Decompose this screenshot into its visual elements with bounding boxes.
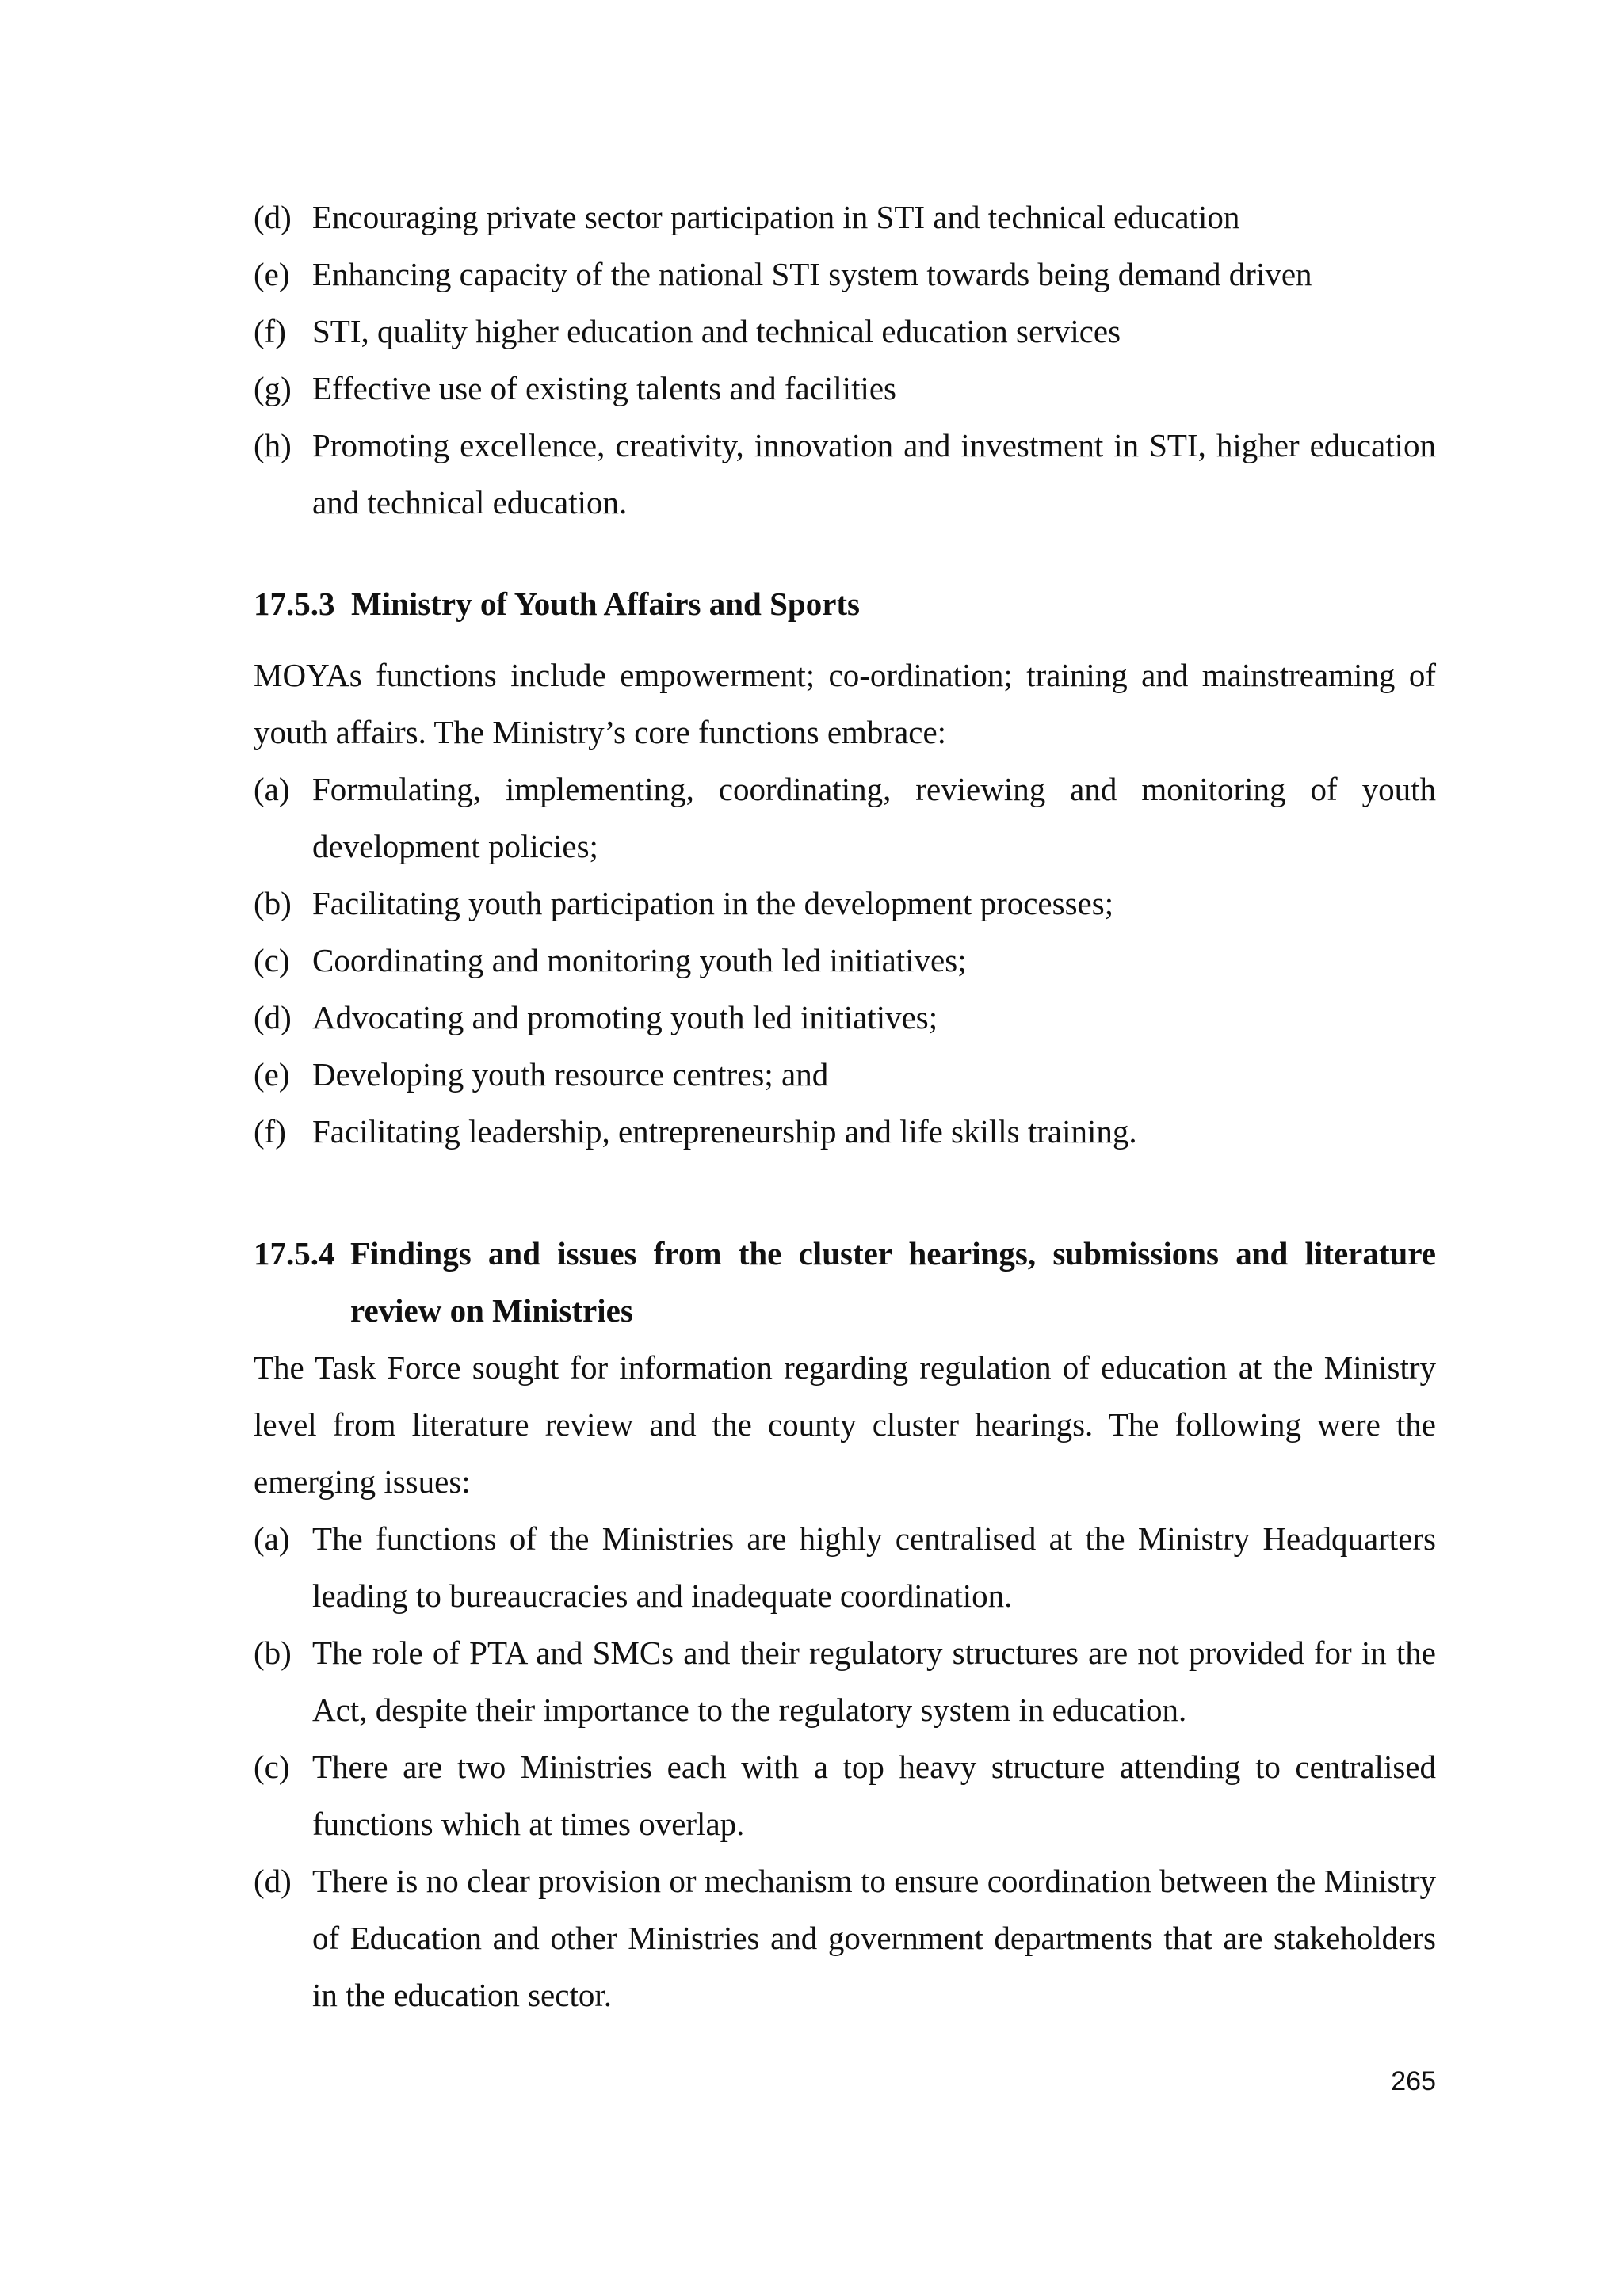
list-item (254, 360, 1436, 417)
list-item-label: (d) (254, 199, 292, 235)
list-item-label: (e) (254, 1056, 290, 1093)
list-item-label: (a) (254, 1520, 290, 1557)
list-item-text: Formulating, implementing, coordinating, reviewing and monitoring of youth development policies; (312, 771, 1436, 864)
list-item-text: Coordinating and monitoring youth led initiatives; (312, 942, 967, 978)
list-item-text: There is no clear provision or mechanism to ensure coordination between the Ministry of Education and other Ministries and government departments that are stakeholders in the education sector. (312, 1863, 1436, 2013)
list-item (254, 875, 1436, 932)
list-item (254, 932, 1436, 989)
section-intro: The Task Force sought for information regarding regulation of education at the Ministry level from literature review and the county cluster hearings. The following were the emerging issues: (254, 1349, 1436, 1500)
list-item (254, 1624, 1436, 1738)
list-item-text: There are two Ministries each with a top heavy structure attending to centralised functions which at times overlap. (312, 1749, 1436, 1842)
page-number: 265 (1391, 2066, 1436, 2096)
list-item-text: The functions of the Ministries are highly centralised at the Ministry Headquarters leading to bureaucracies and inadequate coordination. (312, 1520, 1436, 1614)
section-17-5-3-body (254, 646, 1436, 1160)
list-item (254, 1852, 1436, 2023)
list-item (254, 1510, 1436, 1624)
list-item-label: (f) (254, 1113, 286, 1150)
list-item-label: (b) (254, 1634, 292, 1671)
list-item-label: (c) (254, 942, 290, 978)
section-intro: MOYAs functions include empowerment; co-ordination; training and mainstreaming of youth affairs. The Ministry’s core functions embrace: (254, 657, 1436, 750)
list-item-label: (h) (254, 427, 292, 463)
continued-list (254, 189, 1436, 531)
list-item-text: Effective use of existing talents and facilities (312, 370, 896, 406)
list-item (254, 189, 1436, 246)
list-item-text: Facilitating leadership, entrepreneurship and life skills training. (312, 1113, 1137, 1150)
list-item-text: The role of PTA and SMCs and their regulatory structures are not provided for in the Act, despite their importance to the regulatory system in education. (312, 1634, 1436, 1728)
section-heading (254, 1225, 1436, 1339)
list-item-label: (d) (254, 999, 292, 1035)
list-item-text: Promoting excellence, creativity, innovation and investment in STI, higher education and technical education. (312, 427, 1436, 521)
list-item (254, 1103, 1436, 1160)
list-item-label: (d) (254, 1863, 292, 1899)
list-item-text: STI, quality higher education and technical education services (312, 313, 1121, 349)
list-item (254, 1046, 1436, 1103)
list-item-text: Advocating and promoting youth led initiatives; (312, 999, 938, 1035)
list-item (254, 303, 1436, 360)
list-item-text: Enhancing capacity of the national STI system towards being demand driven (312, 256, 1312, 292)
list-item-text: Facilitating youth participation in the development processes; (312, 885, 1114, 921)
section-17-5-4 (254, 1225, 1436, 2023)
list-item-label: (e) (254, 256, 290, 292)
section-number: 17.5.3 (254, 585, 335, 622)
list-item (254, 761, 1436, 875)
list-item-label: (a) (254, 771, 290, 807)
section-title: Findings and issues from the cluster hearings, submissions and literature review on Ministries (350, 1235, 1436, 1329)
section-17-5-3 (254, 575, 1436, 632)
section-heading (254, 575, 1436, 632)
list-item (254, 417, 1436, 531)
list-item (254, 989, 1436, 1046)
section-number: 17.5.4 (254, 1235, 335, 1272)
list-item-label: (g) (254, 370, 292, 406)
list-item-label: (b) (254, 885, 292, 921)
list-item-text: Developing youth resource centres; and (312, 1056, 829, 1093)
list-item-label: (c) (254, 1749, 290, 1785)
list-item-label: (f) (254, 313, 286, 349)
list-item (254, 246, 1436, 303)
section-title: Ministry of Youth Affairs and Sports (351, 585, 861, 622)
list-item-text: Encouraging private sector participation in STI and technical education (312, 199, 1240, 235)
list-item (254, 1738, 1436, 1852)
